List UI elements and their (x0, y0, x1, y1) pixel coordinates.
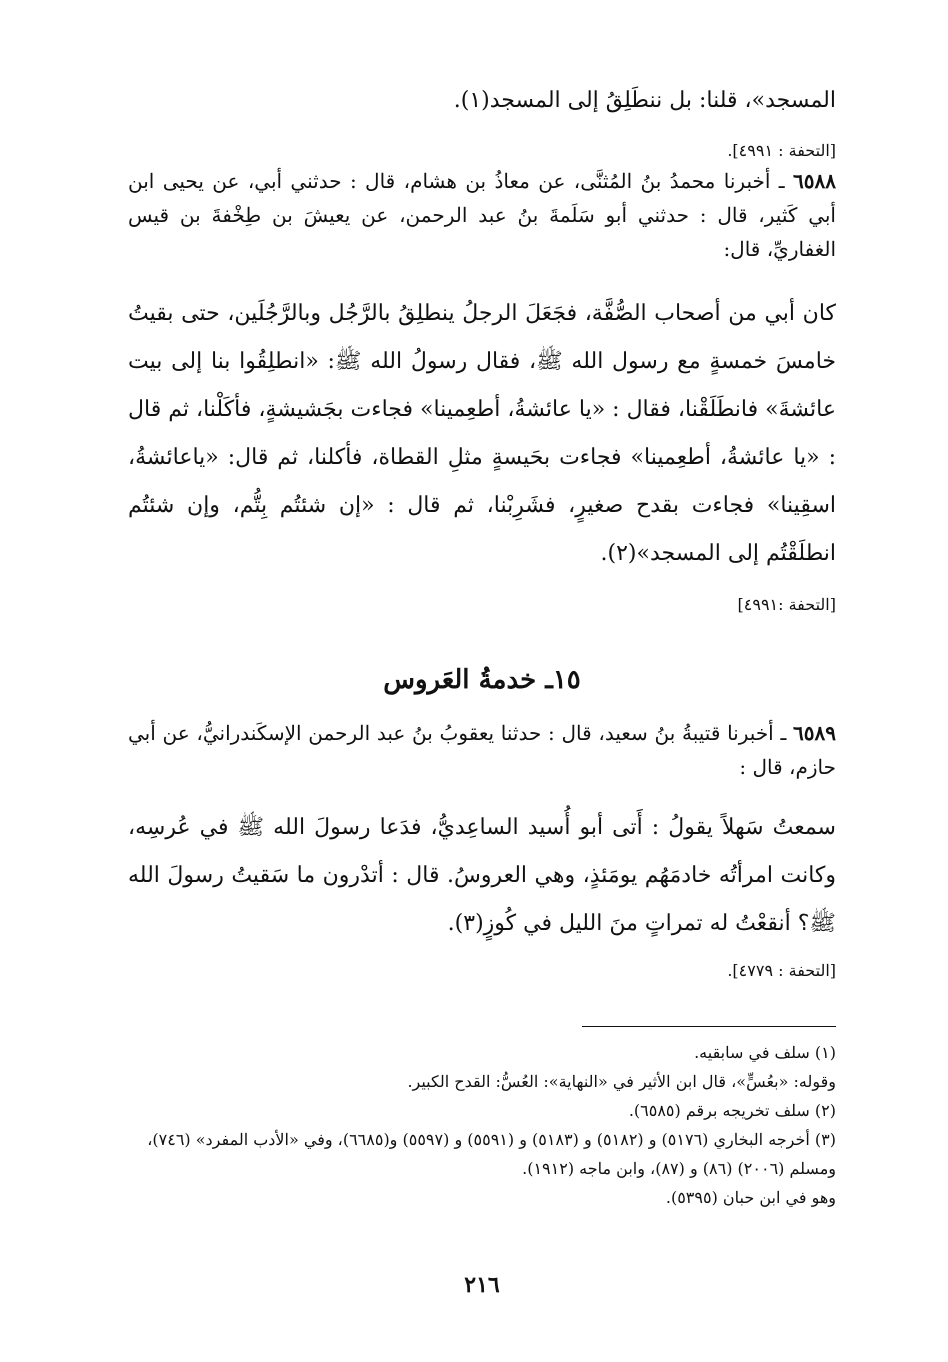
hadith-isnad-text: ـ أخبرنا محمدُ بنُ المُثنَّى، عن معاذُ بن هشام، قال : حدثني أبي، عن يحيى ابن أبي كَثير، قال : حدثني أبو سَلَمةَ بنُ عبد الرحمن، عن يعيشَ بن طِخْفةَ بن قيس الغفاريِّ، قال: (128, 169, 836, 261)
section-heading: ١٥ـ خدمةُ العَروس (383, 665, 581, 695)
hadith-number: ٦٥٨٩ (793, 721, 837, 745)
top-line: المسجد»، قلنا: بل ننطَلِقُ إلى المسجد(١). (453, 88, 836, 113)
tuhfa-reference-1: [التحفة : ٤٩٩١]. (727, 141, 836, 160)
hadith-isnad-text: ـ أخبرنا قتيبةُ بنُ سعيد، قال : حدثنا يعقوبُ بنُ عبد الرحمن الإسكَندرانيُّ، عن أبي حازم، قال : (128, 721, 836, 779)
footnote-line: وقوله: «بعُسٍّ»، قال ابن الأثير في «النهاية»: العُسُّ: القدح الكبير. (407, 1072, 836, 1091)
footnote-line: (٢) سلف تخريجه برقم (٦٥٨٥). (628, 1101, 836, 1120)
tuhfa-reference-3: [التحفة : ٤٧٧٩]. (727, 961, 836, 980)
footnote-line: (٣) أخرجه البخاري (٥١٧٦) و (٥١٨٢) و (٥١٨٣) و (٥٥٩١) و (٥٥٩٧) و(٦٦٨٥)، وفي «الأدب المفرد» (٧٤٦)، ومسلم (٢٠٠٦) (٨٦) و (٨٧)، وابن ماجه (١٩١٢). (147, 1130, 836, 1178)
footnote-line: وهو في ابن حبان (٥٣٩٥). (665, 1188, 836, 1207)
tuhfa-reference-2: [التحفة :٤٩٩١] (737, 595, 836, 614)
hadith-number: ٦٥٨٨ (793, 169, 836, 193)
document-page (128, 0, 836, 1362)
hadith-6588-isnad (128, 164, 836, 266)
footnotes (128, 1038, 836, 1212)
hadith-6588-matn: كان أبي من أصحاب الصُّفَّة، فجَعَلَ الرجلُ ينطلِقُ بالرَّجُل وبالرَّجُلَين، حتى بقيتُ خامسَ خمسةٍ مع رسول الله ﷺ، فقال رسولُ الله ﷺ: «انطلِقُوا بنا إلى بيت عائشةَ» فانطَلَقْنا، فقال : «يا عائشةُ، أطعِمينا» فجاءت بجَشيشةٍ، فأكَلْنا، ثم قال : «يا عائشةُ، أطعِمينا» فجاءت بحَيسةٍ مثلِ القطاة، فأكلنا، ثم قال: «ياعائشةُ، اسقِينا» فجاءت بقدح صغيرٍ، فشَرِبْنا، ثم قال : «إن شئتُم بِتُّم، وإن شئتُم انطلَقْتُم إلى المسجد»(٢). (128, 301, 836, 566)
footnote-separator (582, 1026, 836, 1027)
hadith-6589-isnad (128, 716, 836, 784)
page-number: ٢١٦ (464, 1272, 500, 1298)
footnote-line: (١) سلف في سابقيه. (694, 1043, 836, 1062)
hadith-6589-matn: سمعتُ سَهلاً يقولُ : أَتى أبو أُسيد الساعِديُّ، فدَعا رسولَ الله ﷺ في عُرسِه، وكانت امرأتُه خادمَهُم يومَئذٍ، وهي العروسُ. قال : أتدْرون ما سَقيتُ رسولَ الله ﷺ؟ أنقعْتُ له تمراتٍ منَ الليل في كُوزٍ(٣). (128, 815, 836, 936)
